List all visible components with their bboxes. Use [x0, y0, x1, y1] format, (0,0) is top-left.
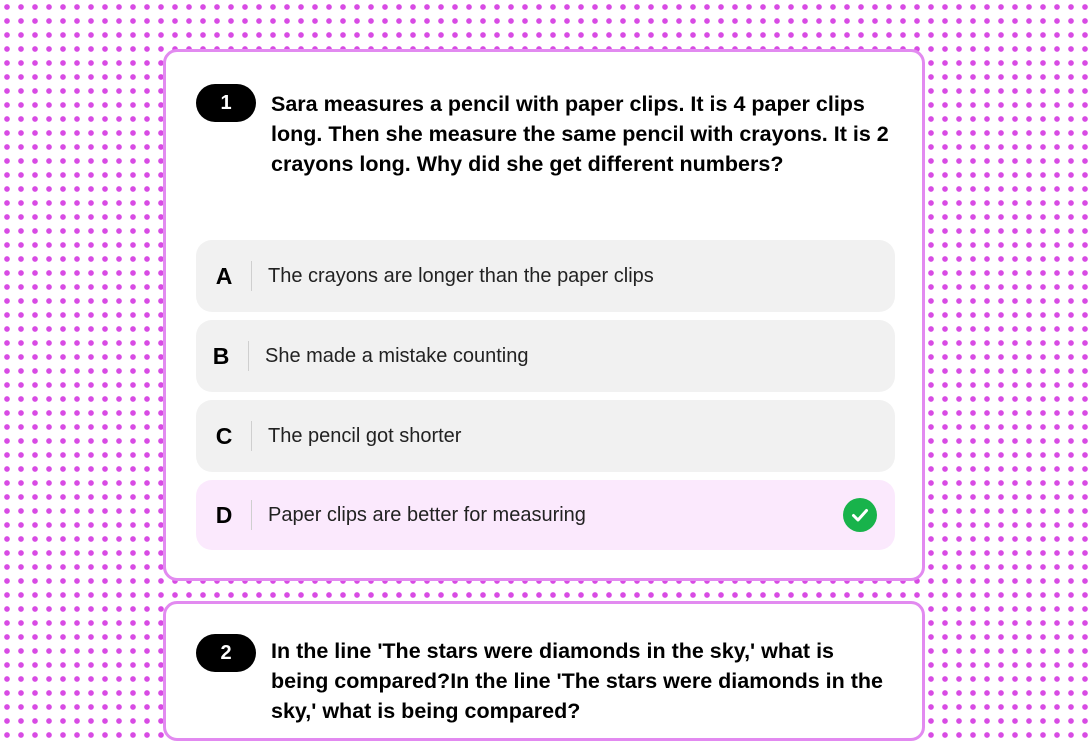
option-text: Paper clips are better for measuring: [268, 503, 586, 526]
question-card-2: [163, 601, 925, 741]
option-divider: [251, 500, 252, 530]
option-letter: B: [212, 342, 230, 369]
question-text: Sara measures a pencil with paper clips. It is 4 paper clips long. Then she measure the same pencil with crayons. It is 2 crayons long. Why did she get different numbers?: [271, 92, 889, 176]
option-divider: [251, 421, 252, 451]
option-b[interactable]: [196, 320, 895, 392]
option-a[interactable]: [196, 240, 895, 312]
question-card-1: [163, 49, 925, 581]
option-d[interactable]: [196, 480, 895, 550]
option-text: The pencil got shorter: [268, 424, 462, 447]
option-c[interactable]: [196, 400, 895, 472]
option-text: The crayons are longer than the paper clips: [268, 264, 654, 287]
check-circle-icon: [843, 498, 877, 532]
question-text: In the line 'The stars were diamonds in the sky,' what is being compared?In the line 'The stars were diamonds in the sky,' what is being compared?: [271, 639, 884, 723]
option-divider: [251, 261, 252, 291]
option-letter: C: [215, 422, 233, 449]
question-number-badge: 1: [196, 84, 256, 122]
option-divider: [248, 341, 249, 371]
option-letter: A: [215, 262, 233, 289]
option-letter: D: [215, 501, 233, 528]
question-number-badge: 2: [196, 634, 256, 672]
option-text: She made a mistake counting: [265, 344, 529, 367]
